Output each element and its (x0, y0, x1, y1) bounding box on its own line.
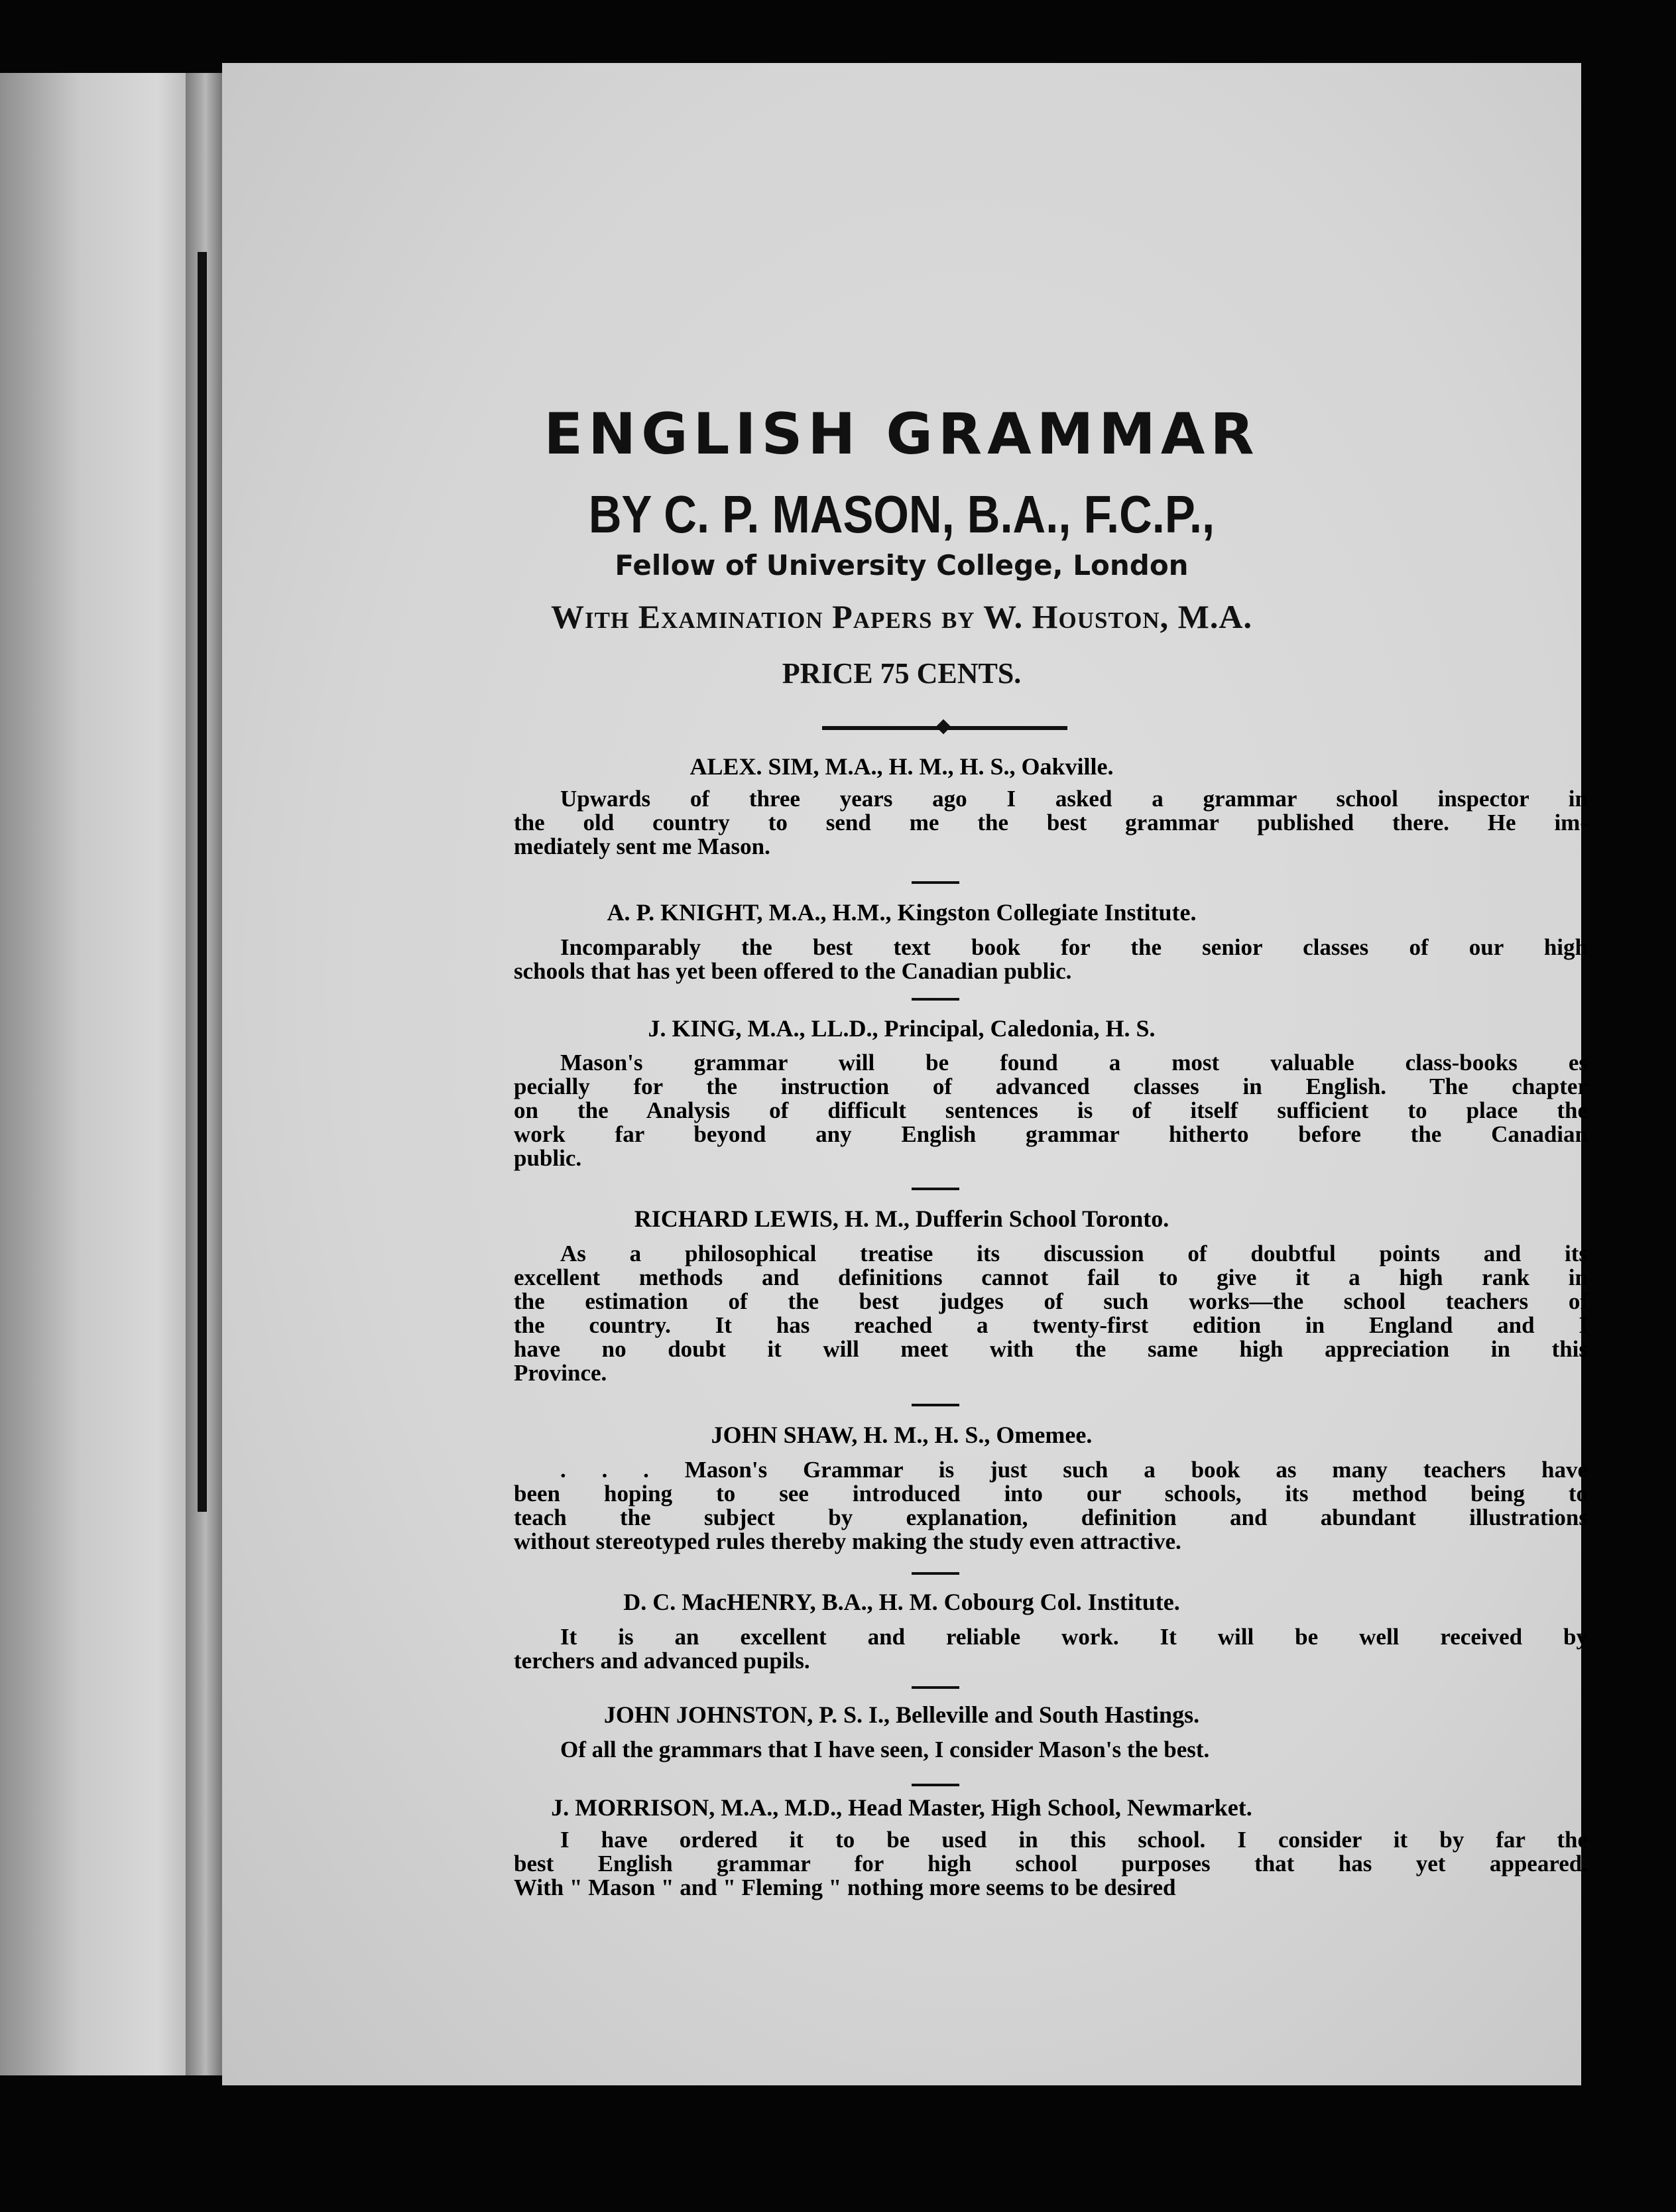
separator-rule (912, 1572, 959, 1575)
page-title: ENGLISH GRAMMAR (544, 401, 1260, 467)
testimonial-quote (514, 1458, 1588, 1554)
author-affiliation: Fellow of University College, London (615, 549, 1189, 582)
price-line: PRICE 75 CENTS. (782, 657, 1022, 690)
testimonial-quote (514, 936, 1588, 983)
quote-line: With " Mason " and " Fleming " nothing more seems to be desired (514, 1874, 1176, 1900)
testimonial-name: A. P. KNIGHT, M.A., H.M., Kingston Collegiate Institute. (607, 899, 1197, 926)
examination-line: With Examination Papers by W. Houston, M.A. (551, 598, 1252, 635)
author-line: BY C. P. MASON, B.A., F.C.P., (588, 485, 1215, 544)
quote-line: teach the subject by explanation, definition and abundant illustrations (514, 1505, 1588, 1530)
separator-rule (912, 998, 959, 1001)
quote-line: the estimation of the best judges of such works—the school teachers of (514, 1288, 1588, 1314)
quote-line: Mason's grammar will be found a most valuable class-books es (560, 1050, 1588, 1075)
testimonial-name: JOHN JOHNSTON, P. S. I., Belleville and South Hastings. (603, 1701, 1200, 1728)
testimonial-name: J. KING, M.A., LL.D., Principal, Caledonia, H. S. (648, 1015, 1156, 1042)
quote-line: I have ordered it to be used in this school. I consider it by far the (560, 1827, 1588, 1853)
quote-line: without stereotyped rules thereby making the study even attractive. (514, 1528, 1181, 1554)
testimonial-name: ALEX. SIM, M.A., H. M., H. S., Oakville. (689, 753, 1114, 780)
quote-line: on the Analysis of difficult sentences is of itself sufficient to place the (514, 1097, 1588, 1123)
testimonial-name: J. MORRISON, M.A., M.D., Head Master, High School, Newmarket. (551, 1794, 1252, 1821)
separator-rule (912, 1188, 959, 1190)
quote-line: have no doubt it will meet with the same high appreciation in this (514, 1336, 1588, 1362)
quote-line: Of all the grammars that I have seen, I consider Mason's the best. (560, 1737, 1210, 1762)
testimonial-name: RICHARD LEWIS, H. M., Dufferin School Toronto. (634, 1205, 1169, 1232)
testimonial-quote (514, 787, 1588, 859)
testimonial-quote (514, 1738, 1588, 1762)
quote-line: . . . Mason's Grammar is just such a book as many teachers have (560, 1457, 1588, 1483)
quote-line: pecially for the instruction of advanced classes in English. The chapter (514, 1074, 1588, 1099)
quote-line: Upwards of three years ago I asked a grammar school inspector in (560, 786, 1588, 812)
separator-rule (912, 1686, 959, 1689)
separator-rule (912, 1404, 959, 1406)
binding-shadow (198, 252, 207, 1512)
testimonial-quote (514, 1625, 1588, 1673)
quote-line: the old country to send me the best grammar published there. He im- (514, 810, 1588, 835)
document-page (222, 63, 1588, 2085)
quote-line: the country. It has reached a twenty-first edition in England and I (514, 1312, 1588, 1338)
quote-line: It is an excellent and reliable work. It will be well received by (560, 1624, 1588, 1650)
quote-line: excellent methods and definitions cannot fail to give it a high rank in (514, 1264, 1588, 1290)
testimonial-quote (514, 1242, 1588, 1385)
separator-rule (912, 1784, 959, 1786)
quote-line: As a philosophical treatise its discussion of doubtful points and its (560, 1241, 1588, 1266)
testimonial-name: JOHN SHAW, H. M., H. S., Omemee. (711, 1422, 1093, 1448)
quote-line: mediately sent me Mason. (514, 833, 770, 859)
quote-line: best English grammar for high school purposes that has yet appeared. (514, 1851, 1588, 1876)
testimonial-quote (514, 1051, 1588, 1170)
quote-line: Province. (514, 1360, 607, 1386)
quote-line: been hoping to see introduced into our schools, its method being to (514, 1481, 1588, 1506)
quote-line: schools that has yet been offered to the Canadian public. (514, 958, 1072, 984)
separator-rule (912, 881, 959, 884)
quote-line: terchers and advanced pupils. (514, 1648, 810, 1674)
quote-line: Incomparably the best text book for the senior classes of our high (560, 934, 1588, 960)
ornamental-rule (822, 726, 1067, 730)
testimonial-name: D. C. MacHENRY, B.A., H. M. Cobourg Col. Institute. (623, 1589, 1180, 1615)
quote-line: work far beyond any English grammar hitherto before the Canadian (514, 1121, 1588, 1147)
testimonial-quote (514, 1828, 1588, 1900)
quote-line: public. (514, 1145, 582, 1171)
